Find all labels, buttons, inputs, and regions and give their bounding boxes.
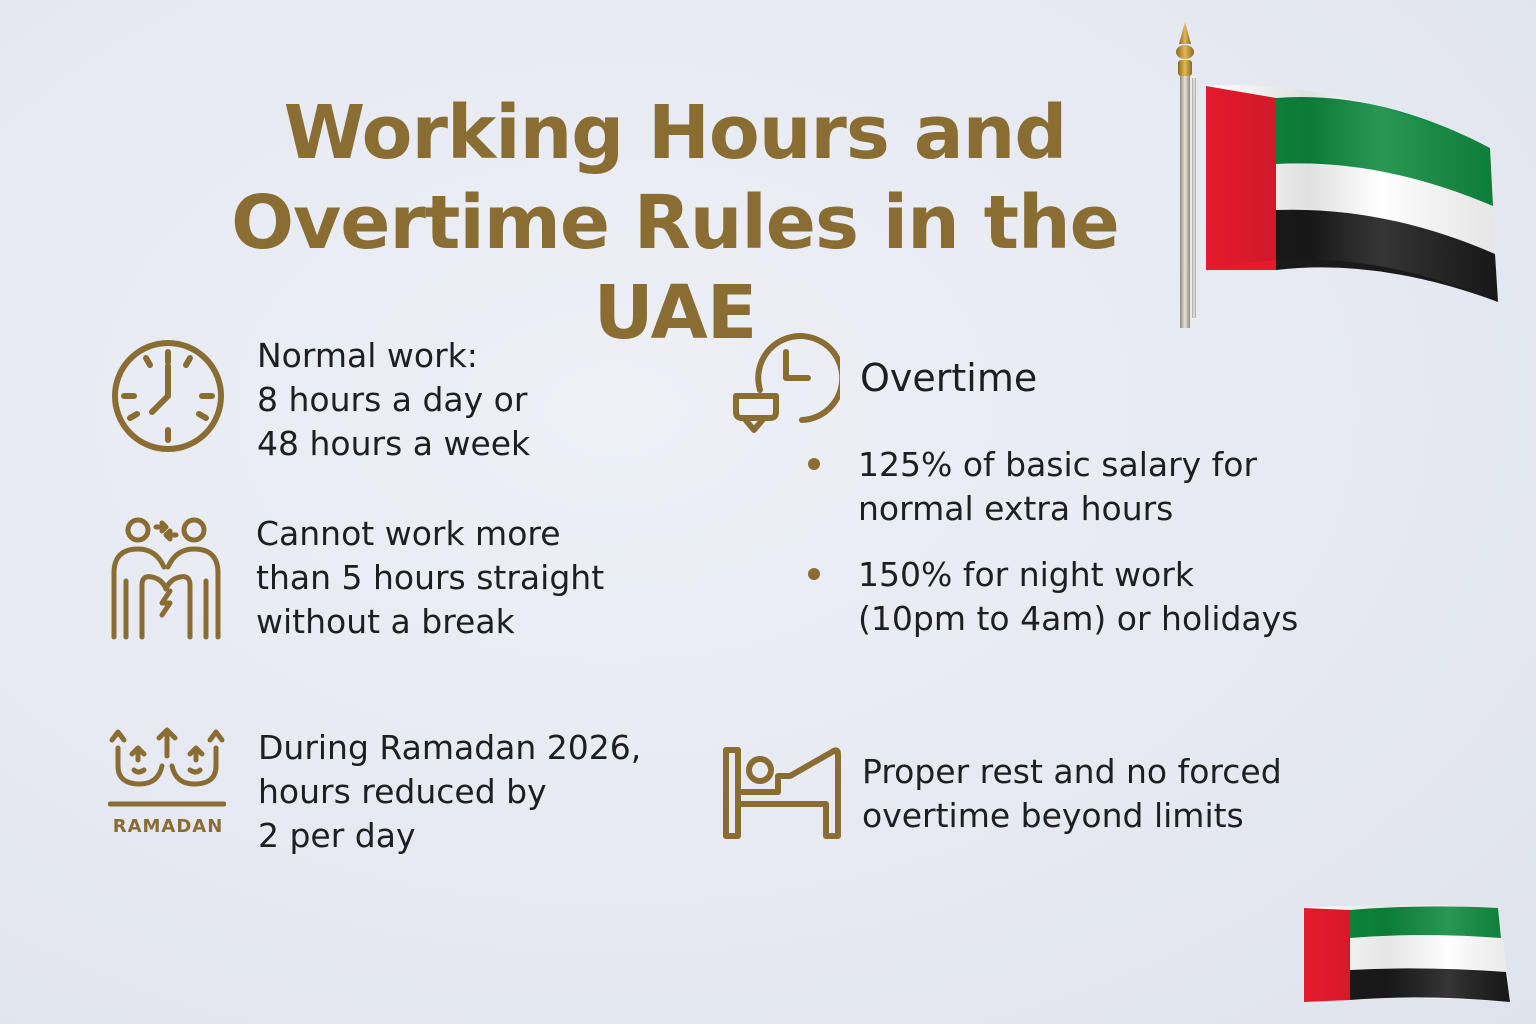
- normal-work-line-3: 48 hours a week: [257, 424, 531, 463]
- break-rule-text: [256, 512, 604, 644]
- ramadan-text: [258, 726, 641, 858]
- rest-line-1: Proper rest and no forced: [862, 752, 1282, 791]
- uae-flag-small-icon: [1302, 904, 1512, 1004]
- ramadan-line-3: 2 per day: [258, 816, 416, 855]
- normal-work-line-1: Normal work:: [257, 336, 478, 375]
- ramadan-label: RAMADAN: [112, 816, 224, 837]
- uae-flag-pole-icon: [1160, 18, 1510, 328]
- bullet-dot: [808, 568, 820, 580]
- normal-work-line-2: 8 hours a day or: [257, 380, 528, 419]
- overtime-bullet-1: [858, 443, 1257, 531]
- overtime-bullet-2-line-1: 150% for night work: [858, 555, 1194, 594]
- page-title: [150, 88, 1200, 358]
- break-rule-line-3: without a break: [256, 602, 515, 641]
- overtime-heading: Overtime: [860, 356, 1038, 400]
- bed-icon: [720, 744, 844, 840]
- bullet-dot: [808, 458, 820, 470]
- rest-text: [862, 750, 1282, 838]
- break-rule-line-1: Cannot work more: [256, 514, 561, 553]
- normal-work-text: [257, 334, 530, 466]
- overtime-bullet-2: [858, 553, 1298, 641]
- title-line-1: Working Hours and: [283, 90, 1067, 176]
- overtime-bullet-1-line-1: 125% of basic salary for: [858, 445, 1258, 484]
- ramadan-line-1: During Ramadan 2026,: [258, 728, 642, 767]
- overtime-bullet-2-line-2: (10pm to 4am) or holidays: [858, 599, 1299, 638]
- people-break-icon: [106, 515, 226, 640]
- ramadan-line-2: hours reduced by: [258, 772, 547, 811]
- ramadan-icon: [108, 726, 226, 808]
- overtime-clock-icon: [730, 332, 840, 436]
- overtime-bullet-1-line-2: normal extra hours: [858, 489, 1174, 528]
- rest-line-2: overtime beyond limits: [862, 796, 1244, 835]
- break-rule-line-2: than 5 hours straight: [256, 558, 605, 597]
- clock-icon: [108, 336, 228, 456]
- title-line-2: Overtime Rules in the UAE: [231, 180, 1119, 356]
